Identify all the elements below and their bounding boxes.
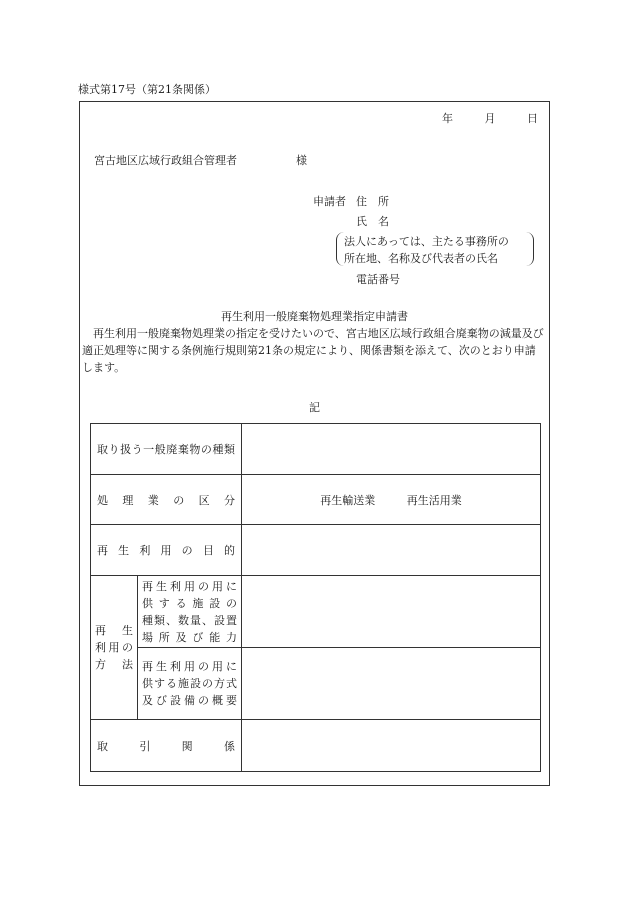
phone-label: 電話番号 xyxy=(356,273,400,286)
waste-type-label: 取り扱う一般廃棄物の種類 xyxy=(91,424,242,475)
equipment-label-line: 供する施設の方式 xyxy=(142,677,237,690)
option-recycle-transport[interactable]: 再生輸送業 xyxy=(320,493,376,507)
form-frame xyxy=(79,101,550,786)
equipment-value[interactable] xyxy=(242,648,541,720)
facility-label-line: 供する施設の xyxy=(142,596,237,610)
table-row xyxy=(91,475,541,525)
document-title: 再生利用一般廃棄物処理業指定申請書 xyxy=(221,310,408,323)
purpose-label: 再生利用の目的 xyxy=(91,525,242,576)
table-row xyxy=(91,525,541,576)
business-type-label: 処理業の区分 xyxy=(91,475,242,525)
corp-note-line: 所在地、名称及び代表者の氏名 xyxy=(344,252,498,265)
method-label-line: 利用の xyxy=(95,641,133,654)
transaction-value[interactable] xyxy=(242,720,541,772)
corp-note-line: 法人にあっては、主たる事務所の xyxy=(344,235,509,248)
facility-label-line: 場所及び能力 xyxy=(142,630,237,644)
facility-value[interactable] xyxy=(242,576,541,648)
equipment-label-line: 及び設備の概要 xyxy=(142,694,237,707)
method-label-line: 再 生 xyxy=(95,624,133,637)
method-label xyxy=(91,576,138,720)
table-row xyxy=(91,424,541,475)
option-recycle-use[interactable]: 再生活用業 xyxy=(406,493,462,507)
addressee-honorific: 様 xyxy=(296,154,307,167)
date-year: 年 xyxy=(442,112,453,125)
applicant-label: 申請者 xyxy=(313,195,346,208)
method-label-line: 方 法 xyxy=(95,658,133,671)
equipment-label xyxy=(138,648,242,720)
addressee: 宮古地区広域行政組合管理者 xyxy=(94,154,237,167)
table-row xyxy=(91,648,541,720)
name-label: 氏 名 xyxy=(356,215,389,228)
form-number: 様式第17号（第21条関係） xyxy=(78,83,216,96)
equipment-label-line: 再生利用の用に xyxy=(142,660,237,673)
facility-label-line: 種類、数量、設置 xyxy=(142,613,237,627)
purpose-value[interactable] xyxy=(242,525,541,576)
table-row xyxy=(91,720,541,772)
business-type-value xyxy=(242,475,541,525)
date-line xyxy=(442,110,538,126)
table-row xyxy=(91,576,541,648)
date-day: 日 xyxy=(527,112,538,125)
facility-label-line: 再生利用の用に xyxy=(142,579,237,593)
body-text: 再生利用一般廃棄物処理業の指定を受けたいので、宮古地区広域行政組合廃棄物の減量及び適正処理等に関する条例施行規則第21条の規定により、関係書類を添えて、次のとおり申請します。 xyxy=(82,327,544,374)
waste-type-value[interactable] xyxy=(242,424,541,475)
facility-label xyxy=(138,576,242,648)
ki-heading: 記 xyxy=(309,401,320,414)
corp-note xyxy=(344,233,509,267)
application-table xyxy=(90,423,541,772)
address-label: 住 所 xyxy=(356,195,389,208)
date-month: 月 xyxy=(484,112,496,125)
transaction-label: 取引関係 xyxy=(91,720,242,772)
